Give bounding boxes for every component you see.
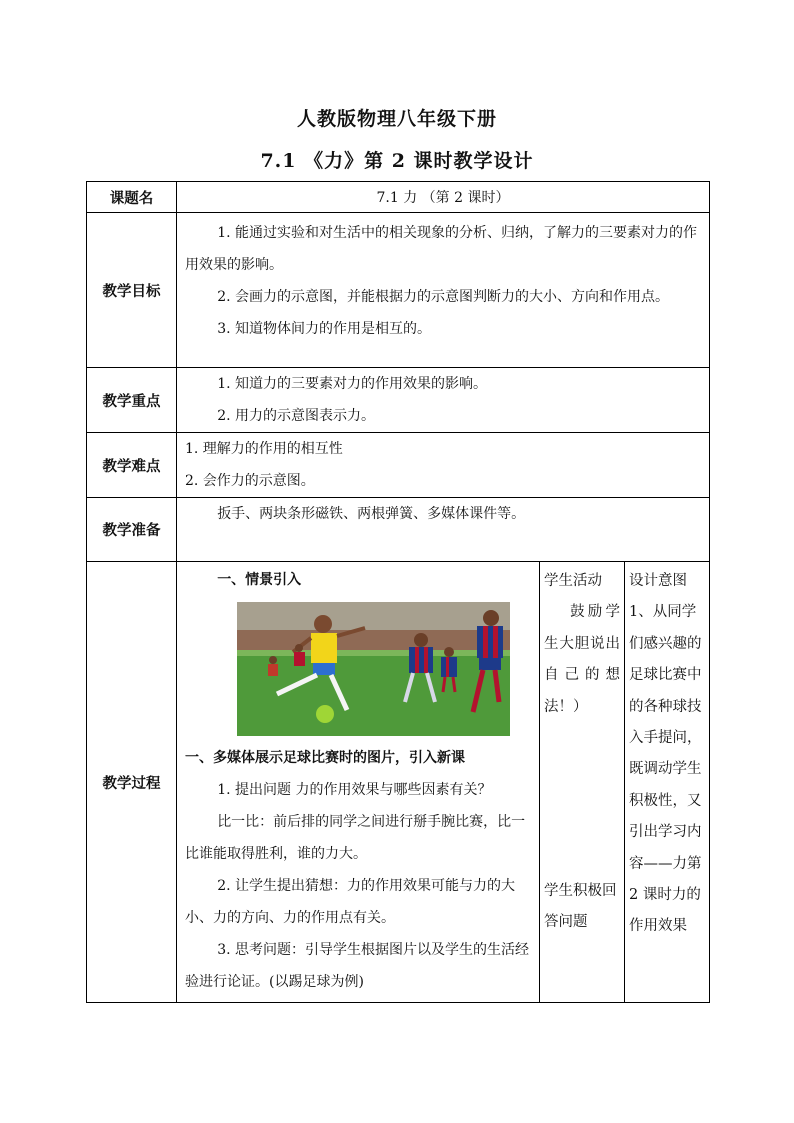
- row-course-name: [87, 182, 710, 213]
- process-paragraph: 1. 提出问题 力的作用效果与哪些因素有关？: [217, 782, 492, 798]
- document-subtitle: 7.1 《力》第 2 课时教学设计: [260, 150, 534, 172]
- lesson-plan-table: [86, 181, 710, 1003]
- course-name-label: 课题名: [87, 182, 177, 213]
- key-point-item: 2. 用力的示意图表示力。: [217, 408, 375, 424]
- student-activity-answer: 学生积极回答问题: [544, 883, 617, 931]
- student-activity-text: 鼓励学生大胆说出自己的想法！）: [544, 604, 620, 715]
- process-label: 教学过程: [87, 562, 177, 1003]
- course-name-value: 7.1 力 （第 2 课时）: [177, 182, 710, 213]
- difficulties-cell: [177, 433, 710, 498]
- preparation-cell: [177, 498, 710, 562]
- row-process: [87, 562, 710, 1003]
- objective-item: 1. 能通过实验和对生活中的相关现象的分析、归纳，了解力的三要素对力的作用效果的影响。: [185, 225, 697, 273]
- soccer-match-photo: [237, 602, 510, 736]
- row-objectives: [87, 213, 710, 368]
- key-points-label: 教学重点: [87, 368, 177, 433]
- preparation-text: 扳手、两块条形磁铁、两根弹簧、多媒体课件等。: [217, 506, 526, 522]
- key-point-item: 1. 知道力的三要素对力的作用效果的影响。: [217, 376, 487, 392]
- objective-item: 2. 会画力的示意图，并能根据力的示意图判断力的大小、方向和作用点。: [217, 289, 669, 305]
- process-paragraph: 3. 思考问题：引导学生根据图片以及学生的生活经验进行论证。(以踢足球为例): [185, 942, 529, 990]
- objectives-cell: [177, 213, 710, 368]
- objective-item: 3. 知道物体间力的作用是相互的。: [217, 321, 431, 337]
- row-key-points: [87, 368, 710, 433]
- document-title: 人教版物理八年级下册: [296, 108, 497, 130]
- design-intent-cell: [625, 562, 710, 1003]
- difficulties-label: 教学难点: [87, 433, 177, 498]
- process-paragraph: 2. 让学生提出猜想：力的作用效果可能与力的大小、力的方向、力的作用点有关。: [185, 878, 515, 926]
- difficulty-item: 2. 会作力的示意图。: [185, 473, 315, 489]
- design-intent-text: 设计意图 1、从同学们感兴趣的足球比赛中的各种球技入手提问，既调动学生积极性，又引出学习内容——力第 2 课时力的作用效果: [629, 573, 702, 935]
- row-difficulties: [87, 433, 710, 498]
- process-paragraph: 比一比：前后排的同学之间进行掰手腕比赛，比一比谁能取得胜利，谁的力大。: [185, 814, 526, 862]
- objectives-label: 教学目标: [87, 213, 177, 368]
- row-preparation: [87, 498, 710, 562]
- difficulty-item: 1. 理解力的作用的相互性: [185, 441, 343, 457]
- student-activity-cell: [540, 562, 625, 1003]
- key-points-cell: [177, 368, 710, 433]
- process-content-cell: [177, 562, 540, 1003]
- section-heading: 一、情景引入: [217, 572, 302, 588]
- media-heading: 一、多媒体展示足球比赛时的图片，引入新课: [185, 750, 465, 766]
- preparation-label: 教学准备: [87, 498, 177, 562]
- student-activity-heading: 学生活动: [544, 573, 602, 589]
